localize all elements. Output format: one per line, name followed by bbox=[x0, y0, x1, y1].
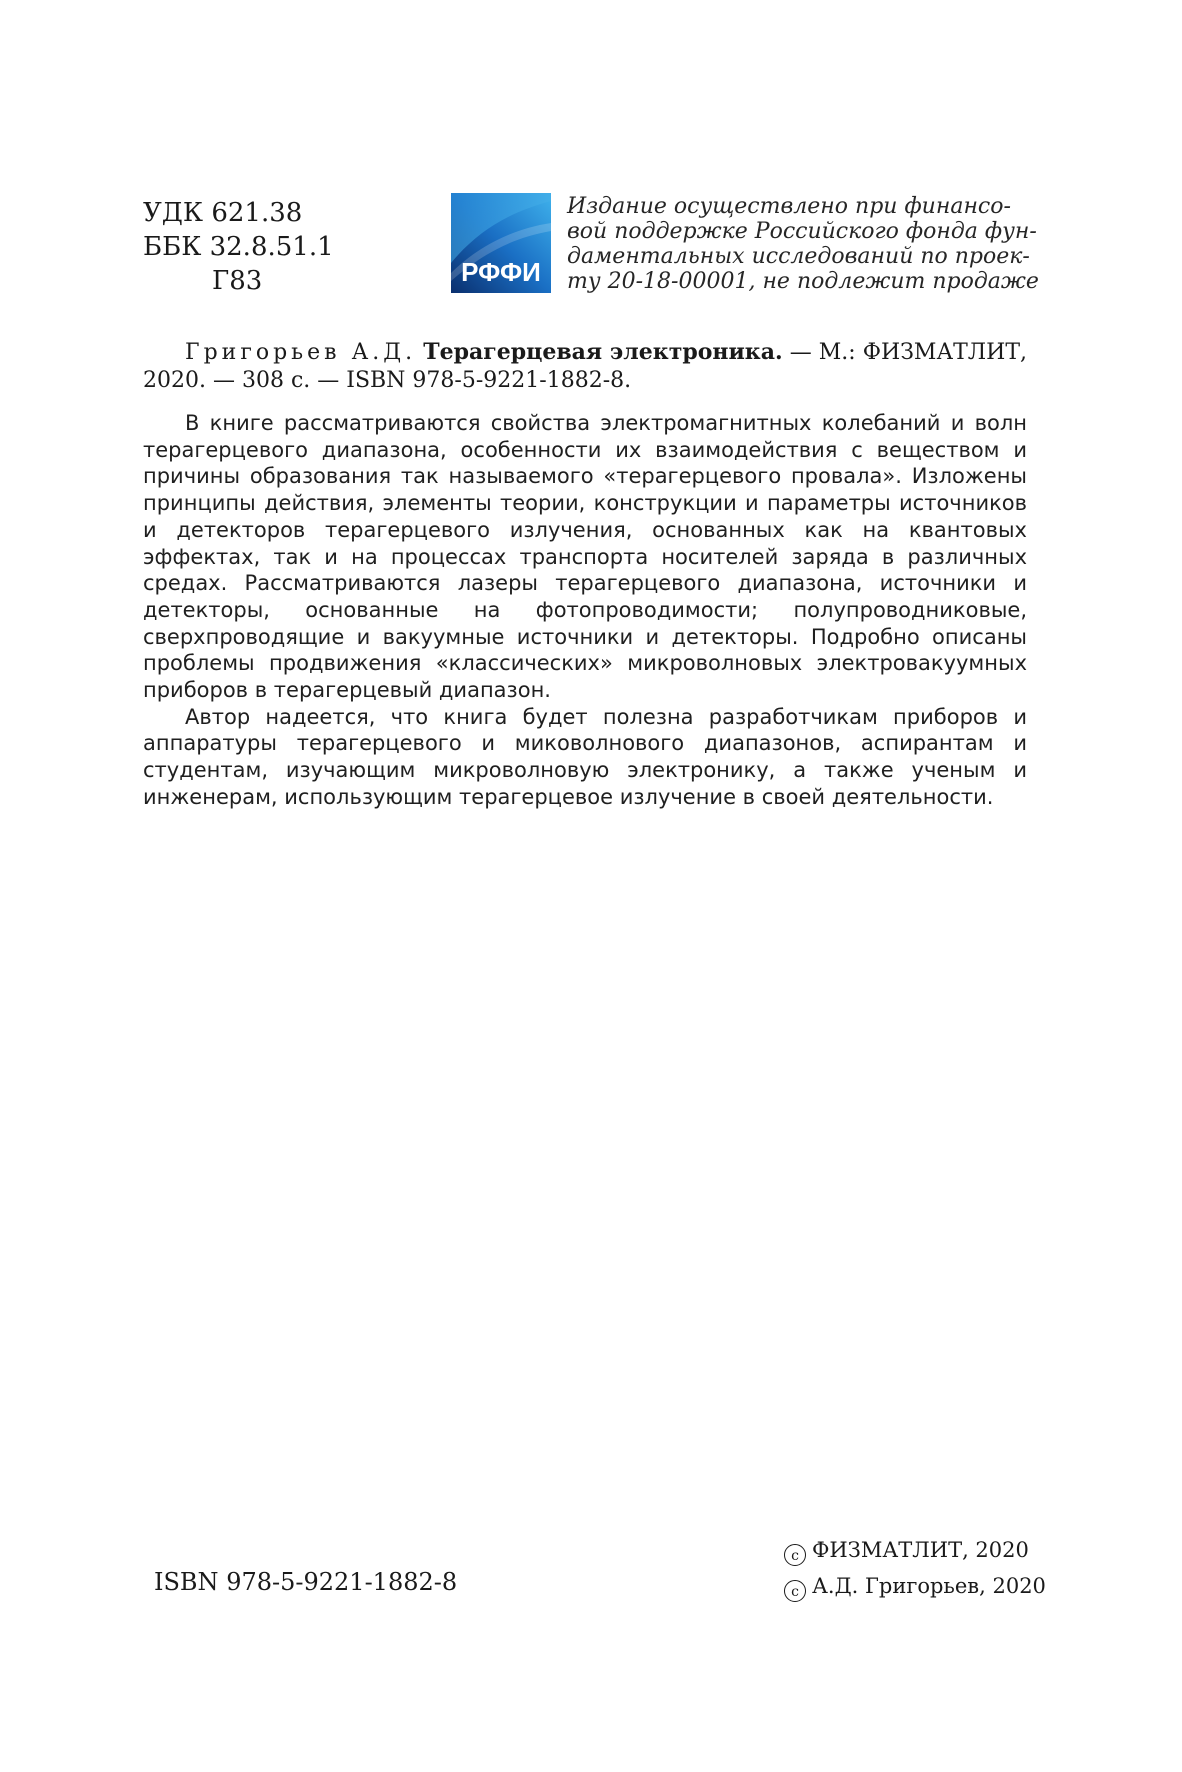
author-mark: Г83 bbox=[212, 266, 263, 296]
funding-line: Издание осуществлено при финансо- bbox=[567, 194, 1011, 219]
copyright-text: А.Д. Григорьев, 2020 bbox=[812, 1574, 1046, 1598]
udc-code: УДК 621.38 bbox=[143, 198, 303, 228]
book-title: Терагерцевая электроника. bbox=[423, 339, 783, 365]
isbn: ISBN 978-5-9221-1882-8 bbox=[154, 1568, 458, 1596]
funding-line: вой поддержке Российского фонда фун- bbox=[567, 219, 1037, 244]
rffi-logo-icon bbox=[451, 193, 551, 293]
bbk-code: ББК 32.8.51.1 bbox=[143, 232, 334, 262]
abstract bbox=[143, 410, 1027, 811]
abstract-paragraph: В книге рассматриваются свойства электромагнитных колебаний и волн терагерцевого диапазона, особенности их взаимодействия с веществом и причины образования так называемого «терагерцевого провала». Изложены принципы действия, элементы теории, конструкции и параметры источников и детекторов терагерцевого излучения, основанных как на квантовых эффектах, так и на процессах транспорта носителей заряда в различных средах. Рассматриваются лазеры терагерцевого диапазона, источники и детекторы, основанные на фотопроводимости; полупроводниковые, сверхпроводящие и вакуумные источники и детекторы. Подробно описаны проблемы продвижения «классических» микроволновых электровакуумных приборов в терагерцевый диапазон. bbox=[143, 411, 1027, 703]
copyright-block bbox=[784, 1532, 1046, 1604]
funding-line: даментальных исследований по проек- bbox=[567, 244, 1030, 269]
copyright-text: ФИЗМАТЛИТ, 2020 bbox=[812, 1538, 1029, 1562]
funding-line: ту 20-18-00001, не подлежит продаже bbox=[567, 269, 1039, 294]
classification-block bbox=[143, 196, 334, 298]
funding-note bbox=[567, 194, 1039, 294]
copyright-line bbox=[784, 1568, 1046, 1604]
copyright-icon: c bbox=[784, 1544, 806, 1566]
abstract-paragraph: Автор надеется, что книга будет полезна разработчикам приборов и аппаратуры терагерцевого и миковолнового диапазонов, аспирантам и студентам, изучающим микроволновую электронику, а также ученым и инженерам, использующим терагерцевое излучение в своей деятельности. bbox=[143, 704, 1027, 809]
logo-text: РФФИ bbox=[461, 257, 541, 287]
bibliographic-record bbox=[143, 338, 1027, 395]
book-imprint: — М.: ФИЗМАТЛИТ, 2020. — 308 с. — ISBN 978-5-9221-1882-8. bbox=[143, 340, 1027, 393]
copyright-icon: c bbox=[784, 1580, 806, 1602]
rffi-logo bbox=[451, 193, 551, 293]
copyright-line bbox=[784, 1532, 1046, 1568]
book-author: Григорьев А.Д. bbox=[185, 340, 417, 365]
